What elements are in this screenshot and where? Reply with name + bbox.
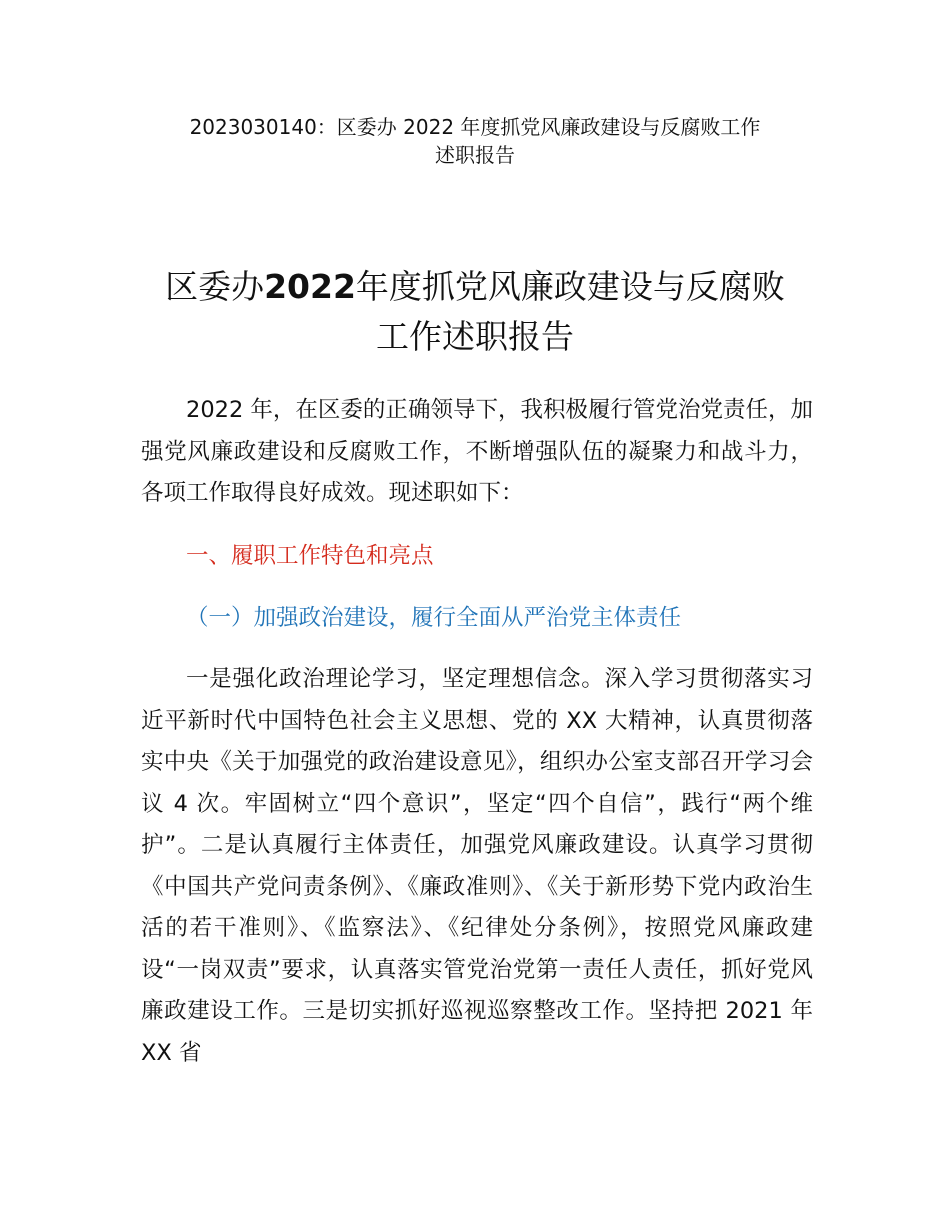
main-title-year: 2022 [264,267,356,306]
main-title-line-2: 工作述职报告 [376,317,574,356]
intro-paragraph: 2022 年，在区委的正确领导下，我积极履行管党治党责任，加强党风廉政建设和反腐败工作，不断增强队伍的凝聚力和战斗力，各项工作取得良好成效。现述职如下： [141,397,813,506]
document-header [120,113,830,169]
header-line-2: 述职报告 [435,143,515,167]
section-heading: 一、履职工作特色和亮点 [186,543,434,569]
body-paragraph: 一是强化政治理论学习，坚定理想信念。深入学习贯彻落实习近平新时代中国特色社会主义思想、党的 XX 大精神，认真贯彻落实中央《关于加强党的政治建设意见》，组织办公室支部召开学习会议 4 次。牢固树立“四个意识”，坚定“四个自信”，践行“两个维护”。二是认真履行主体责任，加强党风廉政建设。认真学习贯彻《中国共产党问责条例》、《廉政准则》、《关于新形势下党内政治生活的若干准则》、《监察法》、《纪律处分条例》，按照党风廉政建设“一岗双责”要求，认真落实管党治党第一责任人责任，抓好党风廉政建设工作。三是切实抓好巡视巡察整改工作。坚持把 2021 年 XX 省 [141,666,813,1066]
main-title-suffix: 年度抓党风廉政建设与反腐败 [355,267,785,306]
main-title-prefix: 区委办 [165,267,265,306]
header-line-1: 2023030140：区委办 2022 年度抓党风廉政建设与反腐败工作 [189,115,761,139]
main-title-line-1 [110,262,840,312]
sub-heading: （一）加强政治建设，履行全面从严治党主体责任 [186,605,682,631]
main-title [110,262,840,362]
